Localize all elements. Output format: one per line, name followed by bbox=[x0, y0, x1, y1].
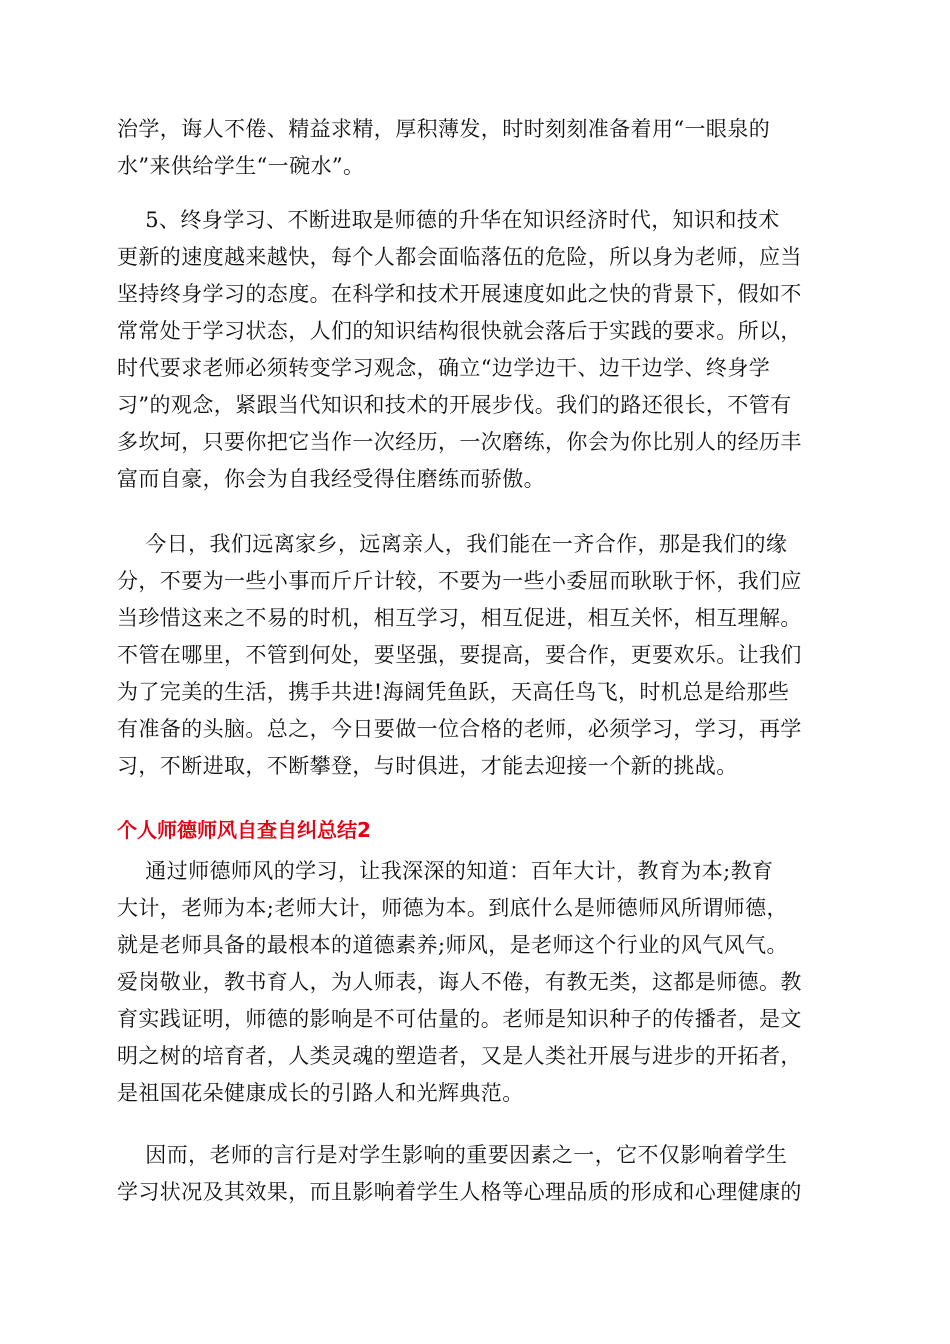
text-line: 就是老师具备的最根本的道德素养;师风，是老师这个行业的风气风气。 bbox=[117, 933, 788, 957]
text-line: 多坎坷，只要你把它当作一次经历，一次磨练，你会为你比别人的经历丰 bbox=[117, 430, 802, 454]
text-line: 时代要求老师必须转变学习观念，确立“边学边干、边干边学、终身学 bbox=[117, 356, 771, 380]
section-heading: 个人师德师风自查自纠总结2 bbox=[117, 818, 371, 842]
text-line: 水”来供给学生“一碗水”。 bbox=[117, 154, 365, 178]
text-line: 是祖国花朵健康成长的引路人和光辉典范。 bbox=[117, 1081, 524, 1105]
text-line: 分，不要为一些小事而斤斤计较，不要为一些小委屈而耿耿于怀，我们应 bbox=[117, 569, 802, 593]
paragraph-4 bbox=[117, 853, 837, 1112]
text-line: 习，不断进取，不断攀登，与时俱进，才能去迎接一个新的挑战。 bbox=[117, 754, 738, 778]
text-line: 有准备的头脑。总之，今日要做一位合格的老师，必须学习，学习，再学 bbox=[117, 717, 802, 741]
text-line: 爱岗敬业，教书育人，为人师表，诲人不倦，有教无类，这都是师德。教 bbox=[117, 970, 802, 994]
text-line: 明之树的培育者，人类灵魂的塑造者，又是人类社开展与进步的开拓者， bbox=[117, 1044, 802, 1068]
paragraph-5 bbox=[117, 1137, 837, 1211]
text-line: 5、终身学习、不断进取是师德的升华在知识经济时代，知识和技术 bbox=[117, 208, 780, 232]
text-line: 不管在哪里，不管到何处，要坚强，要提高，要合作，更要欢乐。让我们 bbox=[117, 643, 802, 667]
text-line: 通过师德师风的学习，让我深深的知道：百年大计，教育为本;教育 bbox=[117, 859, 774, 883]
text-line: 常常处于学习状态，人们的知识结构很快就会落后于实践的要求。所以， bbox=[117, 319, 802, 343]
text-line: 更新的速度越来越快，每个人都会面临落伍的危险，所以身为老师，应当 bbox=[117, 245, 802, 269]
text-line: 坚持终身学习的态度。在科学和技术开展速度如此之快的背景下，假如不 bbox=[117, 282, 802, 306]
paragraph-3 bbox=[117, 526, 837, 785]
text-line: 因而，老师的言行是对学生影响的重要因素之一，它不仅影响着学生 bbox=[117, 1143, 788, 1167]
paragraph-1 bbox=[117, 111, 837, 185]
text-line: 为了完美的生活，携手共进!海阔凭鱼跃，天高任鸟飞，时机总是给那些 bbox=[117, 680, 790, 704]
paragraph-2 bbox=[117, 202, 837, 498]
text-line: 大计，老师为本;老师大计，师德为本。到底什么是师德师风所谓师德， bbox=[117, 896, 788, 920]
text-line: 今日，我们远离家乡，远离亲人，我们能在一齐合作，那是我们的缘 bbox=[117, 532, 788, 556]
text-line: 习”的观念，紧跟当代知识和技术的开展步伐。我们的路还很长，不管有 bbox=[117, 393, 792, 417]
text-line: 富而自豪，你会为自我经受得住磨练而骄傲。 bbox=[117, 467, 545, 491]
text-line: 学习状况及其效果，而且影响着学生人格等心理品质的形成和心理健康的 bbox=[117, 1180, 802, 1204]
text-line: 治学，诲人不倦、精益求精，厚积薄发，时时刻刻准备着用“一眼泉的 bbox=[117, 117, 771, 141]
text-line: 育实践证明，师德的影响是不可估量的。老师是知识种子的传播者，是文 bbox=[117, 1007, 802, 1031]
text-line: 当珍惜这来之不易的时机，相互学习，相互促进，相互关怀，相互理解。 bbox=[117, 606, 802, 630]
